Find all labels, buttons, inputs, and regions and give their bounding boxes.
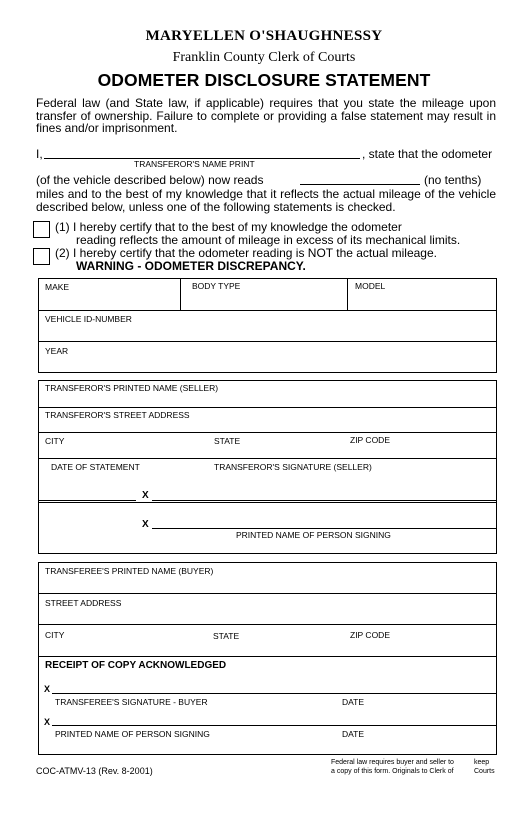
buyer-x1: X: [44, 684, 51, 694]
transferor-name-caption: TRANSFEROR'S NAME PRINT: [134, 159, 255, 169]
divider: [180, 278, 181, 310]
buyer-city-field[interactable]: CITY: [45, 630, 65, 640]
office-name: Franklin County Clerk of Courts: [172, 50, 356, 65]
divider: [38, 432, 497, 433]
divider: [38, 656, 497, 657]
divider: [38, 458, 497, 459]
seller-name-field[interactable]: TRANSFEROR'S PRINTED NAME (SELLER): [45, 383, 219, 393]
seller-state-field[interactable]: STATE: [214, 436, 241, 446]
option2-line1: (2) I hereby certify that the odometer reading is NOT the actual mileage.: [55, 246, 437, 260]
buyer-signature-line[interactable]: [52, 693, 496, 694]
seller-printed-name-line[interactable]: [152, 528, 496, 529]
vin-field[interactable]: VEHICLE ID-NUMBER: [45, 314, 132, 324]
seller-zip-field[interactable]: ZIP CODE: [350, 435, 390, 445]
footer-note-keep: keep: [474, 759, 490, 766]
divider: [38, 407, 497, 408]
buyer-printed-name-label: PRINTED NAME OF PERSON SIGNING: [55, 729, 210, 739]
buyer-street-field[interactable]: STREET ADDRESS: [45, 598, 122, 608]
buyer-signature-date-label: DATE: [342, 697, 365, 707]
form-id: COC-ATMV-13 (Rev. 8-2001): [36, 766, 153, 776]
footer-note-line1: Federal law requires buyer and seller to: [331, 759, 454, 766]
model-field[interactable]: MODEL: [355, 281, 386, 291]
buyer-x2: X: [44, 717, 51, 727]
intro-paragraph: Federal law (and State law, if applicable) requires that you state the mileage upon transfer of ownership. Failure to complete or providing a false statement may result in fines and/or imprisonment.: [36, 96, 496, 135]
divider: [347, 278, 348, 310]
statement-line2-b: (no tenths): [424, 173, 482, 187]
statement-prefix: I,: [36, 147, 43, 161]
option1-checkbox[interactable]: [33, 221, 50, 238]
seller-printed-name-label: PRINTED NAME OF PERSON SIGNING: [236, 530, 391, 540]
vehicle-section: [38, 278, 497, 373]
statement-line3: miles and to the best of my knowledge that it reflects the actual mileage of the vehicle described below, unless one of the following statements is checked.: [36, 187, 496, 214]
statement-suffix: , state that the odometer: [362, 147, 493, 161]
buyer-section: [38, 562, 497, 755]
seller-signature-label: TRANSFEROR'S SIGNATURE (SELLER): [214, 462, 372, 472]
year-field[interactable]: YEAR: [45, 346, 69, 356]
buyer-printed-date-label: DATE: [342, 729, 365, 739]
buyer-name-field[interactable]: TRANSFEREE'S PRINTED NAME (BUYER): [45, 566, 214, 576]
footer-note-courts: Courts: [474, 768, 495, 775]
footer-note-line2: a copy of this form. Originals to Clerk of: [331, 768, 454, 775]
statement-date-line[interactable]: [38, 500, 136, 501]
seller-x2: X: [142, 519, 149, 530]
option2-checkbox[interactable]: [33, 248, 50, 265]
option1-line2: reading reflects the amount of mileage in excess of its mechanical limits.: [76, 233, 461, 247]
clerk-name: MARYELLEN O'SHAUGHNESSY: [145, 28, 383, 44]
buyer-signature-label: TRANSFEREE'S SIGNATURE - BUYER: [55, 697, 208, 707]
divider: [38, 310, 497, 311]
buyer-zip-field[interactable]: ZIP CODE: [350, 630, 390, 640]
buyer-printed-name-line[interactable]: [52, 725, 496, 726]
seller-city-field[interactable]: CITY: [45, 436, 65, 446]
divider: [38, 341, 497, 342]
receipt-heading: RECEIPT OF COPY ACKNOWLEDGED: [45, 660, 227, 671]
divider: [38, 624, 497, 625]
seller-street-field[interactable]: TRANSFEROR'S STREET ADDRESS: [45, 410, 190, 420]
form-title: ODOMETER DISCLOSURE STATEMENT: [97, 70, 431, 90]
make-field[interactable]: MAKE: [45, 282, 70, 292]
statement-line2-a: (of the vehicle described below) now reads: [36, 173, 264, 187]
buyer-state-field[interactable]: STATE: [213, 631, 240, 641]
odometer-reading-line[interactable]: [300, 184, 420, 185]
seller-x1: X: [142, 490, 149, 501]
option2-warning: WARNING - ODOMETER DISCREPANCY.: [76, 259, 306, 273]
option1-line1: (1) I hereby certify that to the best of my knowledge the odometer: [55, 220, 402, 234]
divider: [38, 593, 497, 594]
divider: [38, 502, 497, 503]
statement-date-label: DATE OF STATEMENT: [51, 462, 140, 472]
seller-signature-line[interactable]: [152, 500, 496, 501]
body-type-field[interactable]: BODY TYPE: [192, 281, 241, 291]
